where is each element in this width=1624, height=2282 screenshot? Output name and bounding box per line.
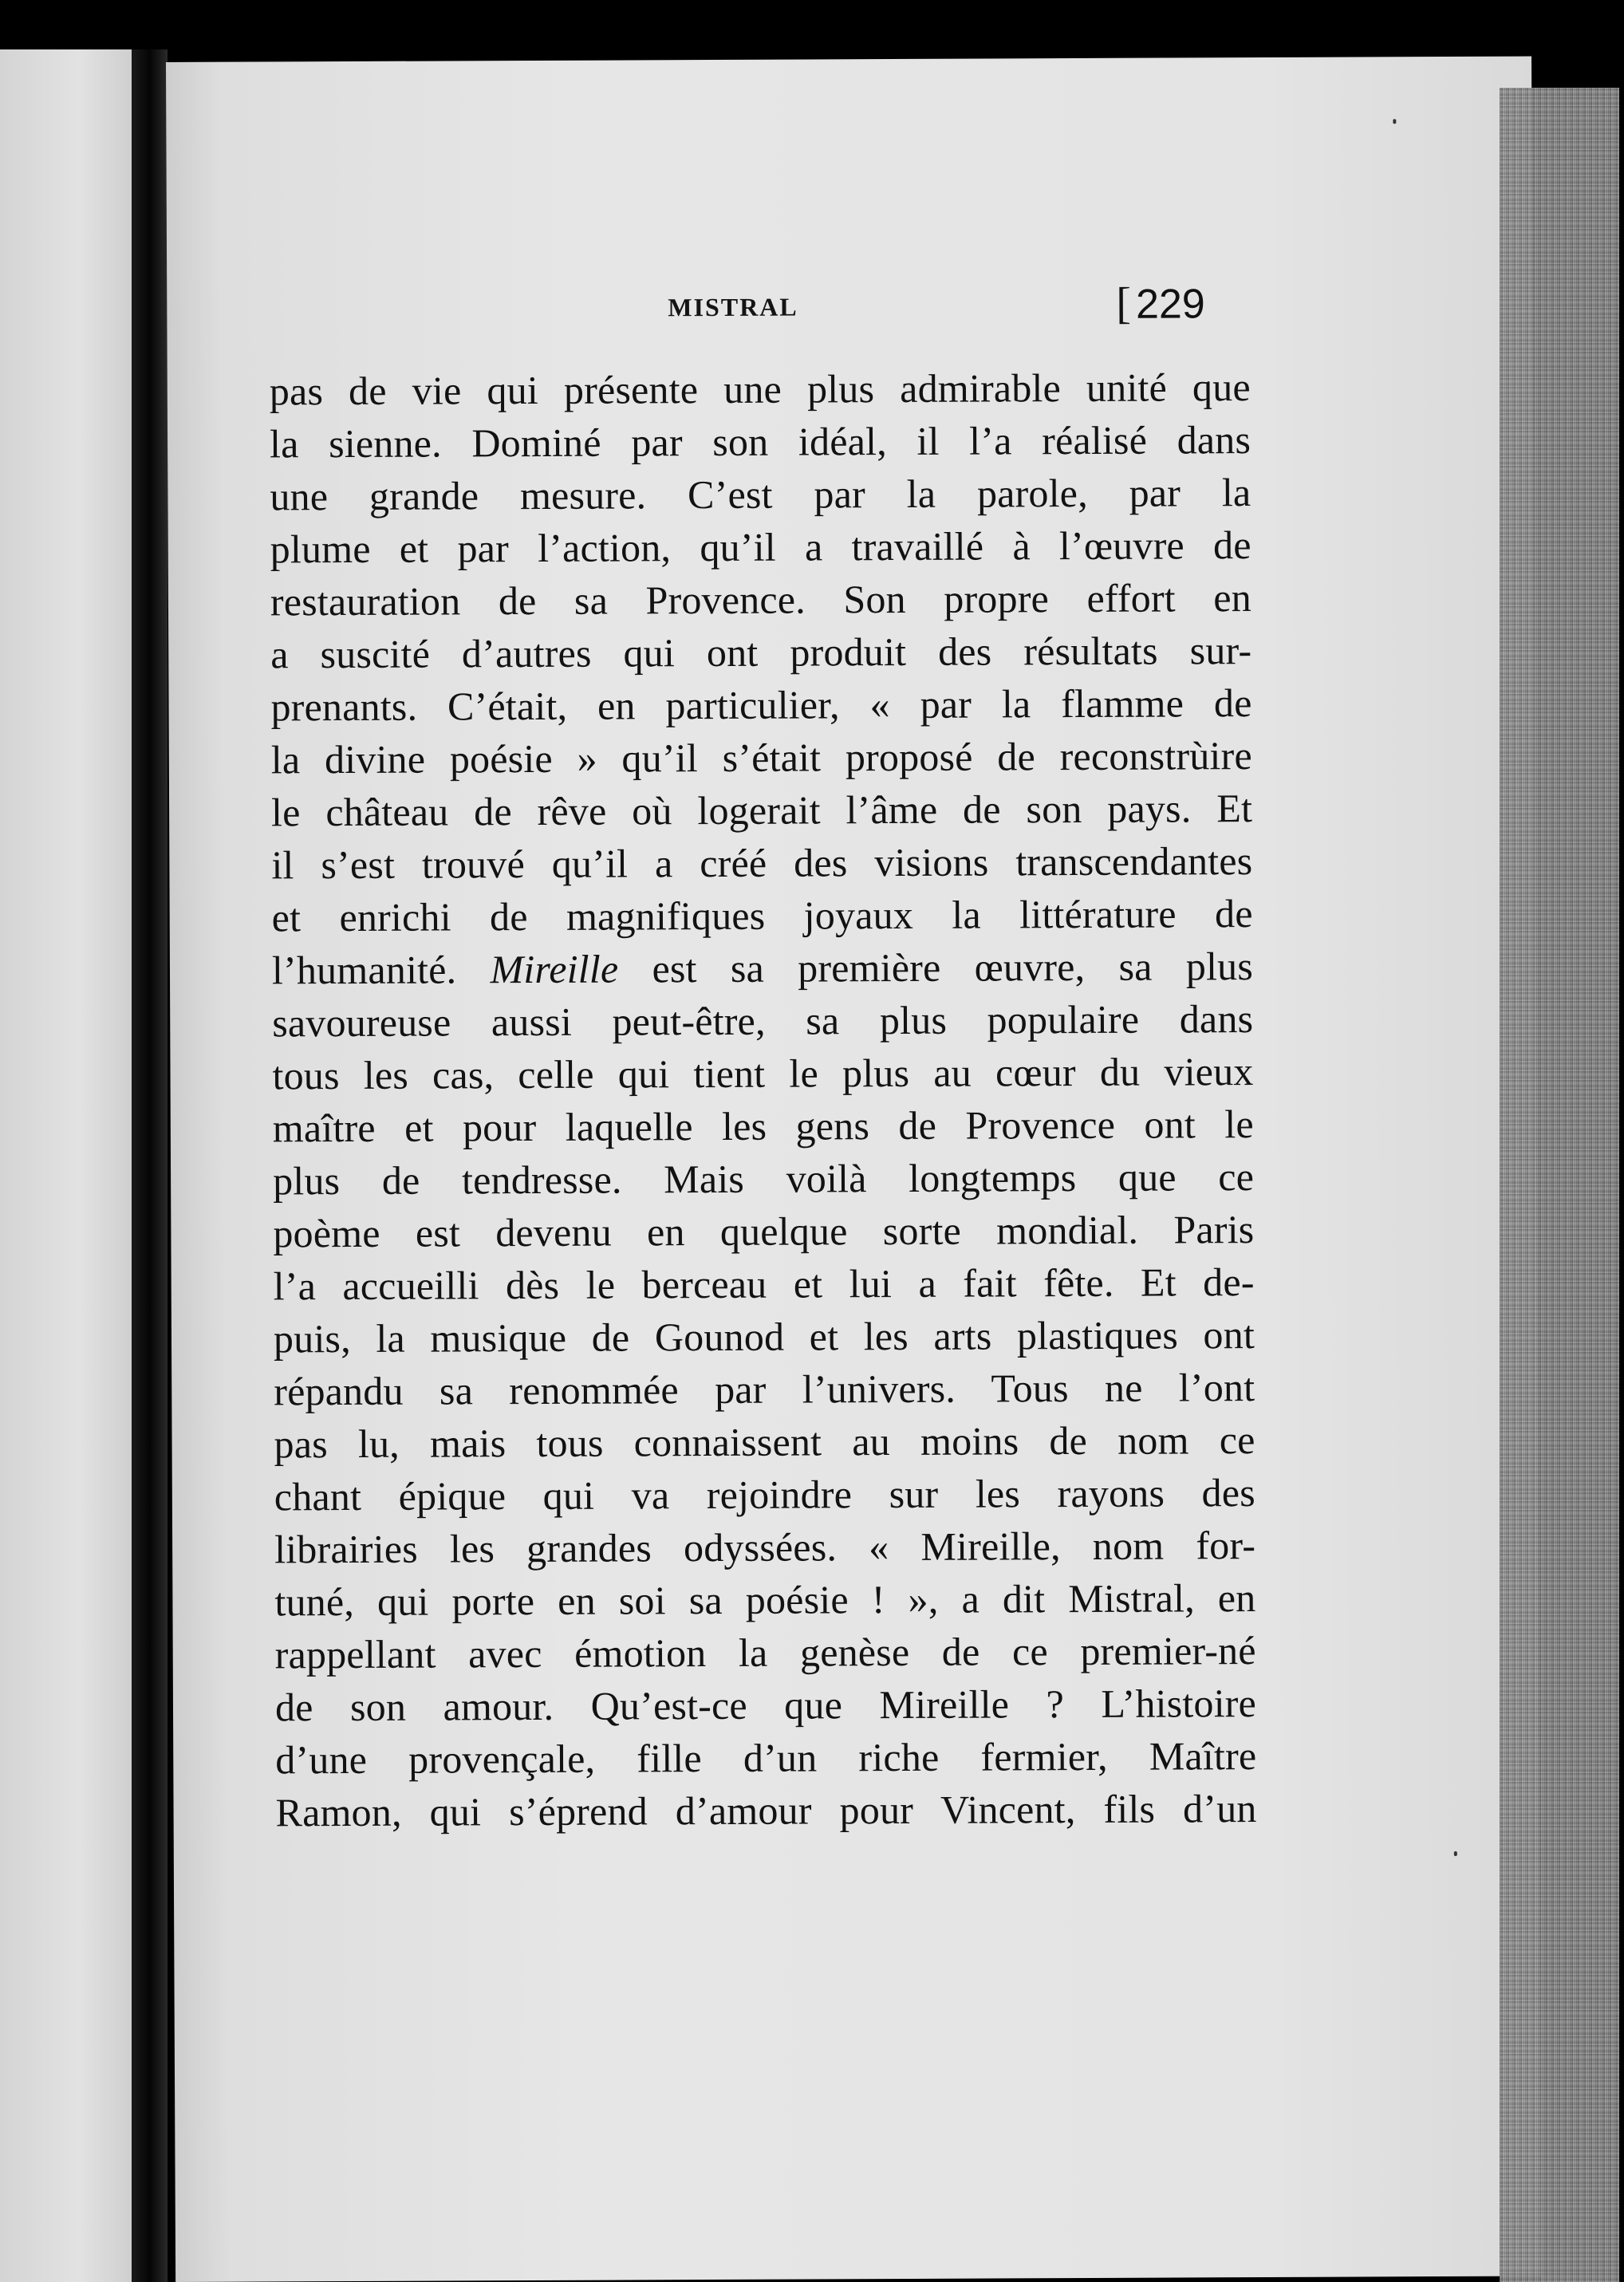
running-head — [269, 278, 1250, 365]
running-head-title: MISTRAL — [668, 292, 798, 322]
text-line: une grande mesure. C’est par la parole, par la — [270, 470, 1252, 519]
previous-page-edge — [0, 49, 132, 2282]
book-page — [166, 57, 1541, 2282]
text-line: d’une provençale, fille d’un riche fermier, Maître — [275, 1733, 1257, 1783]
text-line: et enrichi de magnifiques joyaux la littérature de — [271, 891, 1253, 940]
text-line: a suscité d’autres qui ont produit des résultats sur- — [270, 628, 1252, 677]
text-segment: est sa première œuvre, sa plus — [618, 944, 1254, 991]
page-number-value: 229 — [1135, 281, 1205, 328]
text-line: poème est devenu en quelque sorte mondial. Paris — [273, 1207, 1255, 1256]
italic-title: Mireille — [490, 946, 619, 992]
text-line: savoureuse aussi peut-être, sa plus populaire dans — [272, 996, 1254, 1046]
text-line: chant épique qui va rejoindre sur les rayons des — [274, 1470, 1255, 1519]
text-line: maître et pour laquelle les gens de Provence ont le — [272, 1102, 1254, 1151]
text-line: prenants. C’était, en particulier, « par la flamme de — [270, 680, 1252, 730]
book-gutter — [132, 49, 168, 2282]
text-line: plume et par l’action, qu’il a travaillé à l’œuvre de — [270, 522, 1252, 572]
text-line: plus de tendresse. Mais voilà longtemps que ce — [272, 1154, 1255, 1204]
text-line: librairies les grandes odyssées. « Mireille, nom for- — [274, 1523, 1256, 1572]
text-line — [272, 940, 1253, 996]
text-line: rappellant avec émotion la genèse de ce premier-né — [274, 1628, 1256, 1677]
text-line: tuné, qui porte en soi sa poésie ! », a dit Mistral, en — [274, 1575, 1256, 1625]
text-line: pas lu, mais tous connaissent au moins de nom ce — [274, 1417, 1255, 1467]
text-line: de son amour. Qu’est-ce que Mireille ? L’histoire — [274, 1681, 1257, 1730]
text-line: pas de vie qui présente une plus admirable unité que — [269, 365, 1251, 414]
page-number-bracket: [ — [1116, 278, 1132, 329]
text-line: la sienne. Dominé par son idéal, il l’a réalisé dans — [269, 417, 1252, 467]
page-number — [1116, 278, 1205, 329]
text-line: tous les cas, celle qui tient le plus au cœur du vieux — [272, 1049, 1254, 1098]
text-line: Ramon, qui s’éprend d’amour pour Vincent, fils d’un — [275, 1786, 1257, 1835]
speck-mark — [1454, 1851, 1457, 1856]
text-line: restauration de sa Provence. Son propre effort en — [270, 575, 1252, 625]
text-line: il s’est trouvé qu’il a créé des visions transcendantes — [271, 838, 1253, 888]
text-line: le château de rêve où logerait l’âme de son pays. Et — [270, 786, 1253, 835]
speck-mark — [1393, 119, 1396, 124]
text-line: répandu sa renommée par l’univers. Tous ne l’ont — [274, 1365, 1255, 1414]
body-paragraph — [270, 361, 1257, 1839]
text-line: la divine poésie » qu’il s’était proposé de reconstrùire — [270, 733, 1252, 782]
text-segment: l’humanité. — [271, 947, 491, 993]
text-line: puis, la musique de Gounod et les arts plastiques ont — [273, 1312, 1255, 1362]
page-fore-edge-texture — [1500, 88, 1619, 2282]
page-text-block — [269, 278, 1257, 1839]
text-line: l’a accueilli dès le berceau et lui a fait fête. Et de- — [273, 1259, 1255, 1309]
